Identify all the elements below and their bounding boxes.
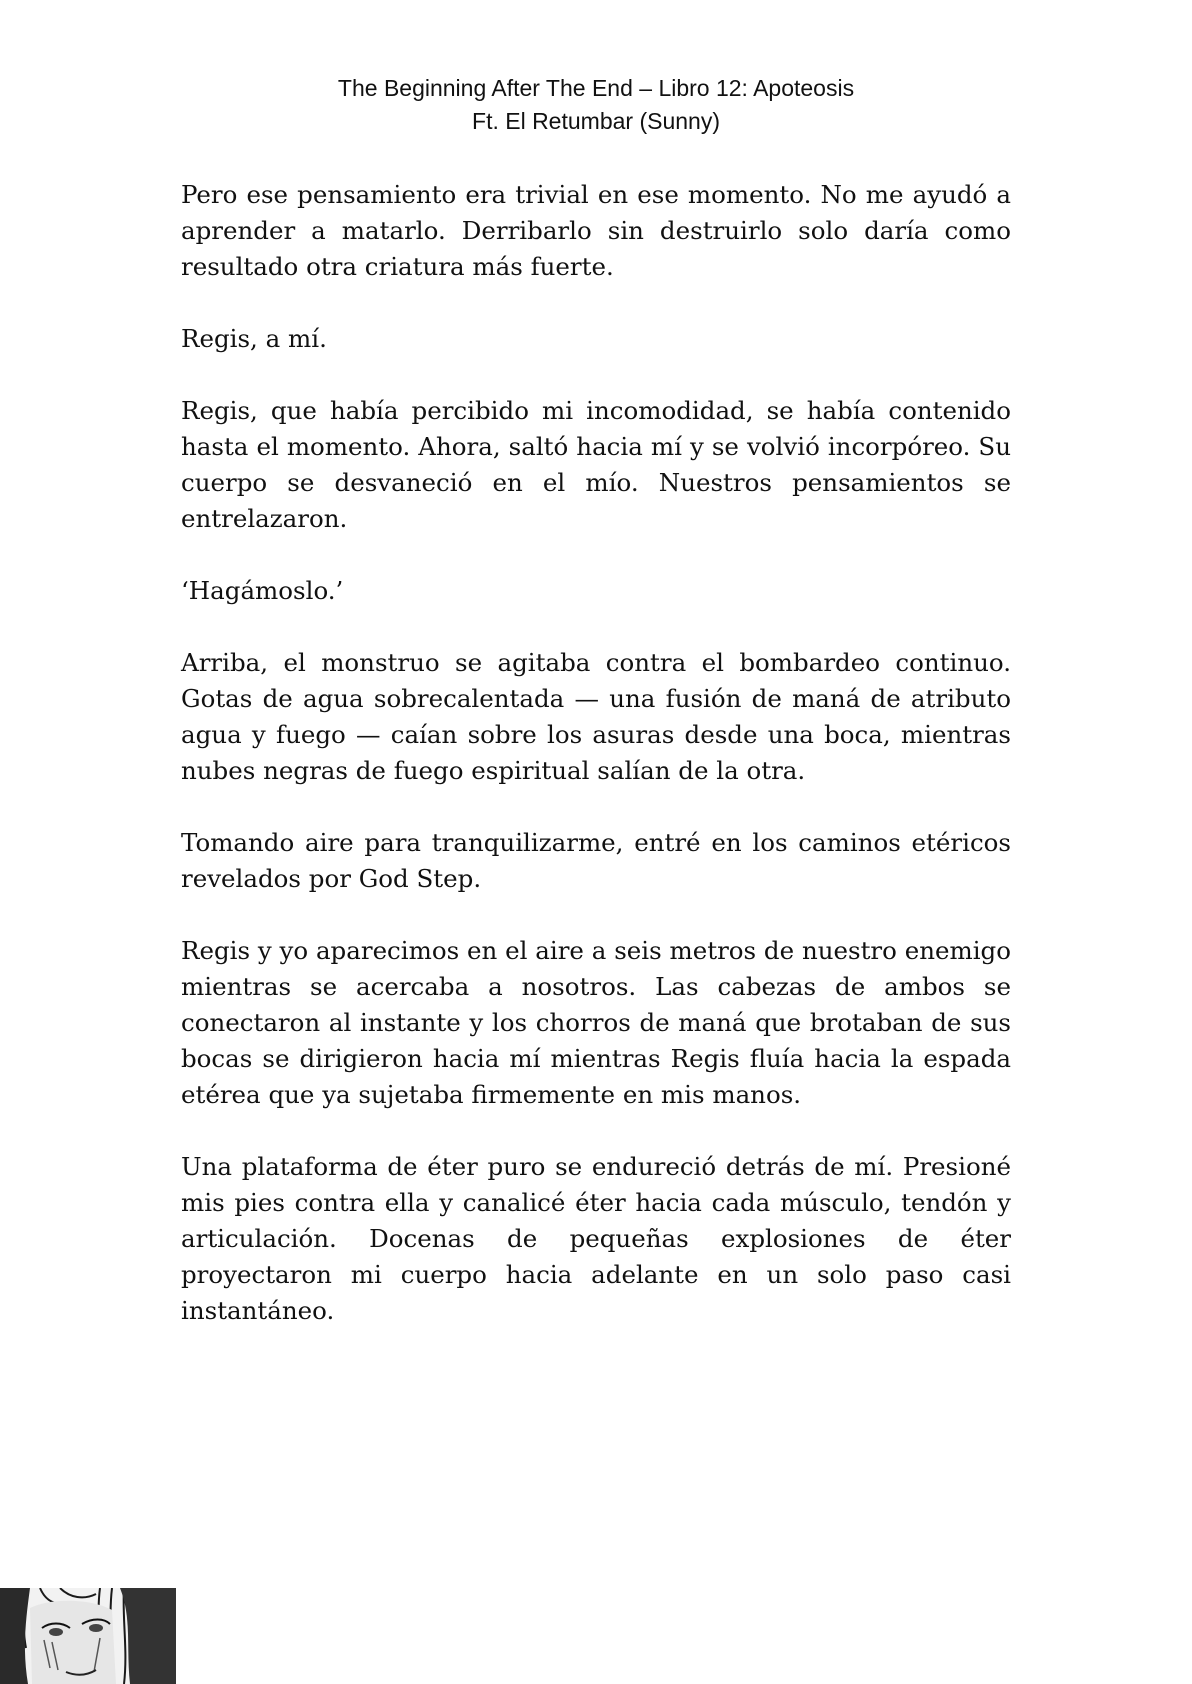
page-header (0, 72, 1192, 138)
paragraph: Arriba, el monstruo se agitaba contra el bombardeo continuo. Gotas de agua sobrecalentada — una fusión de maná de atributo agua y fuego — caían sobre los asuras desde una boca, mientras nubes negras de fuego espiritual salían de la otra. (181, 648, 1011, 785)
paragraph: ‘Hagámoslo.’ (181, 576, 344, 605)
paragraph: Pero ese pensamiento era trivial en ese momento. No me ayudó a aprender a matarlo. Derribarlo sin destruirlo solo daría como resultado otra criatura más fuerte. (181, 180, 1011, 281)
paragraph: Tomando aire para tranquilizarme, entré en los caminos etéricos revelados por God Step. (181, 828, 1011, 893)
manga-face-icon (0, 1588, 176, 1684)
paragraph: Una plataforma de éter puro se endureció detrás de mí. Presioné mis pies contra ella y canalicé éter hacia cada músculo, tendón y articulación. Docenas de pequeñas explosiones de éter proyectaron mi cuerpo hacia adelante en un solo paso casi instantáneo. (181, 1152, 1011, 1325)
paragraph: Regis y yo aparecimos en el aire a seis metros de nuestro enemigo mientras se acercaba a nosotros. Las cabezas de ambos se conectaron al instante y los chorros de maná que brotaban de sus bocas se dirigieron hacia mí mientras Regis fluía hacia la espada etérea que ya sujetaba firmemente en mis manos. (181, 936, 1011, 1109)
corner-illustration (0, 1588, 176, 1684)
body-text (181, 177, 1011, 1365)
paragraph: Regis, a mí. (181, 324, 327, 353)
header-subtitle: Ft. El Retumbar (Sunny) (472, 108, 720, 134)
paragraph: Regis, que había percibido mi incomodidad, se había contenido hasta el momento. Ahora, saltó hacia mí y se volvió incorpóreo. Su cuerpo se desvaneció en el mío. Nuestros pensamientos se entrelazaron. (181, 396, 1011, 533)
header-title: The Beginning After The End – Libro 12: Apoteosis (337, 75, 855, 101)
